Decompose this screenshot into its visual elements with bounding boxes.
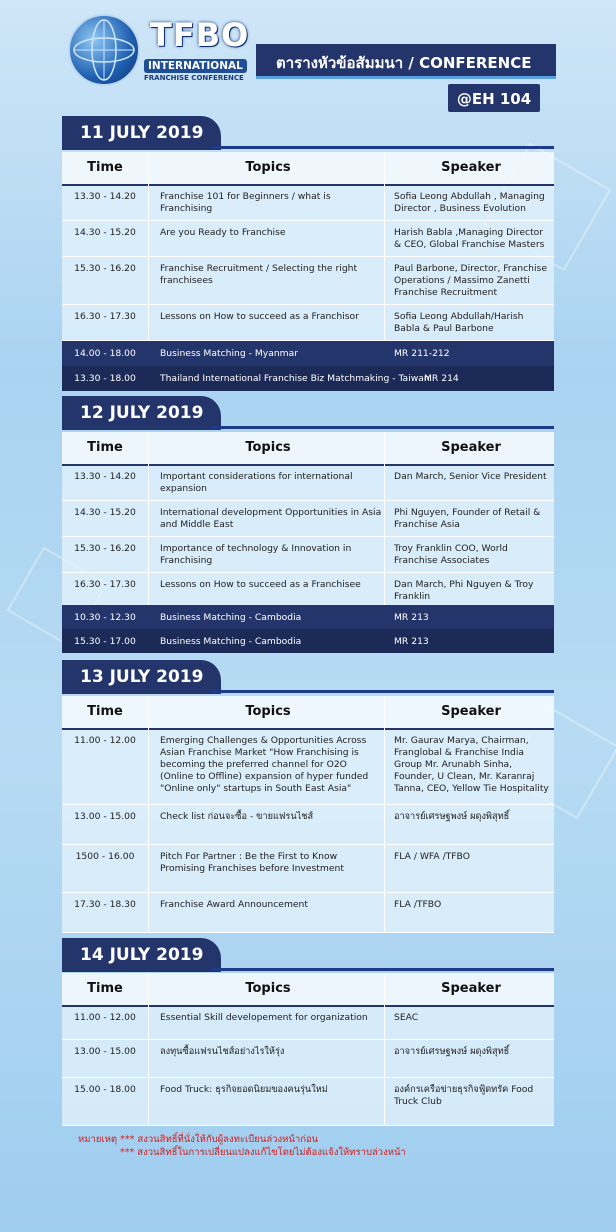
- table-row: [62, 572, 554, 609]
- day-header: [62, 116, 554, 150]
- row-topic: Essential Skill developement for organization: [160, 1012, 368, 1023]
- row-time: 13.00 - 15.00: [74, 811, 136, 822]
- matching-time: 10.30 - 12.30: [74, 612, 136, 623]
- row-time: 14.30 - 15.20: [74, 507, 136, 518]
- speaker-header: Speaker: [441, 440, 501, 455]
- divider: [212, 968, 554, 971]
- row-speaker: FLA /TFBO: [394, 899, 442, 910]
- row-time: 13.30 - 14.20: [74, 471, 136, 482]
- row-speaker: FLA / WFA /TFBO: [394, 851, 470, 862]
- divider: [212, 146, 554, 149]
- row-topic: Franchise Recruitment / Selecting the right franchisees: [160, 263, 358, 286]
- day-header: [62, 938, 554, 972]
- row-speaker: SEAC: [394, 1012, 419, 1023]
- row-speaker: อาจารย์เศรษฐพงษ์ ผดุงพิสุทธิ์: [394, 811, 510, 822]
- note-line-2: *** สงวนสิทธิ์ในการเปลี่ยนแปลงแก้ไขโดยไม่ต้องแจ้งให้ทราบล่วงหน้า: [120, 1147, 406, 1158]
- row-speaker: Mr. Gaurav Marya, Chairman, Franglobal & Franchise India Group Mr. Arunabh Sinha, Founder, U Clean, Mr. Karanraj Tanna, CEO, Yellow Tie Hospitality: [394, 735, 549, 794]
- row-time: 14.30 - 15.20: [74, 227, 136, 238]
- matching-time: 15.30 - 17.00: [74, 636, 136, 647]
- day-title: 13 JULY 2019: [62, 660, 221, 694]
- table-row: [62, 728, 554, 805]
- logo-subtitle: INTERNATIONAL: [144, 59, 247, 73]
- row-time: 1500 - 16.00: [75, 851, 135, 862]
- row-topic: Lessons on How to succeed as a Franchisor: [160, 311, 359, 322]
- row-topic: Franchise Award Announcement: [160, 899, 308, 910]
- speaker-header: Speaker: [441, 160, 501, 175]
- row-topic: Food Truck: ธุรกิจยอดนิยมของคนรุ่นใหม่: [160, 1084, 328, 1095]
- table-row: [62, 1077, 554, 1126]
- business-matching-row: [62, 605, 554, 629]
- business-matching-row: [62, 366, 554, 391]
- row-time: 11.00 - 12.00: [74, 735, 136, 746]
- row-speaker: Dan March, Senior Vice President: [394, 471, 547, 482]
- speaker-header: Speaker: [441, 704, 501, 719]
- table-row: [62, 220, 554, 257]
- title-banner: [256, 44, 556, 79]
- row-time: 17.30 - 18.30: [74, 899, 136, 910]
- topics-header: Topics: [245, 704, 291, 719]
- day-title: 11 JULY 2019: [62, 116, 221, 150]
- row-time: 11.00 - 12.00: [74, 1012, 136, 1023]
- matching-room: MR 211-212: [394, 348, 450, 359]
- row-topic: Lessons on How to succeed as a Franchisee: [160, 579, 361, 590]
- day-header: [62, 660, 554, 694]
- row-topic: Importance of technology & Innovation in Franchising: [160, 543, 352, 566]
- row-speaker: Dan March, Phi Nguyen & Troy Franklin: [394, 579, 534, 602]
- matching-room: MR 214: [424, 373, 459, 384]
- table-row: [62, 500, 554, 537]
- row-speaker: อาจารย์เศรษฐพงษ์ ผดุงพิสุทธิ์: [394, 1046, 510, 1057]
- row-speaker: องค์กรเครือข่ายธุรกิจฟู้ดทรัค Food Truck Club: [394, 1084, 534, 1107]
- row-time: 16.30 - 17.30: [74, 579, 136, 590]
- time-header: Time: [87, 160, 123, 175]
- page-title: ตารางหัวข้อสัมมนา / CONFERENCE: [276, 54, 532, 72]
- table-row: [62, 184, 554, 221]
- matching-time: 13.30 - 18.00: [74, 373, 136, 384]
- day-header: [62, 396, 554, 430]
- matching-room: MR 213: [394, 612, 429, 623]
- table-row: [62, 1039, 554, 1078]
- divider: [212, 690, 554, 693]
- tfbo-logo: [68, 14, 248, 84]
- row-topic: ลงทุนซื้อแฟรนไชส์อย่างไรให้รุ่ง: [160, 1046, 285, 1057]
- matching-topic: Business Matching - Cambodia: [160, 636, 302, 647]
- logo-title: TFBO: [150, 16, 250, 54]
- schedule-table: [62, 696, 554, 932]
- row-topic: Emerging Challenges & Opportunities Across Asian Franchise Market "How Franchising is becoming the preferred channel for O2O (Online to Offline) expansion of hyper funded "Online only" startups in South East Asia": [160, 735, 369, 794]
- day-title: 14 JULY 2019: [62, 938, 221, 972]
- row-speaker: Troy Franklin COO, World Franchise Associates: [394, 543, 508, 566]
- row-topic: Are you Ready to Franchise: [160, 227, 286, 238]
- row-topic: International development Opportunities in Asia and Middle East: [160, 507, 382, 530]
- topics-header: Topics: [245, 981, 291, 996]
- table-row: [62, 1005, 554, 1040]
- business-matching-row: [62, 629, 554, 653]
- matching-topic: Thailand International Franchise Biz Matchmaking - Taiwan: [160, 373, 430, 384]
- row-topic: Pitch For Partner : Be the First to Know Promising Franchises before Investment: [160, 851, 344, 874]
- row-speaker: Sofia Leong Abdullah/Harish Babla & Paul Barbone: [394, 311, 524, 334]
- topics-header: Topics: [245, 160, 291, 175]
- row-time: 13.30 - 14.20: [74, 191, 136, 202]
- globe-icon: [68, 14, 140, 86]
- logo-tagline: FRANCHISE CONFERENCE: [144, 74, 244, 82]
- matching-time: 14.00 - 18.00: [74, 348, 136, 359]
- schedule-table: [62, 973, 554, 1125]
- matching-room: MR 213: [394, 636, 429, 647]
- row-time: 13.00 - 15.00: [74, 1046, 136, 1057]
- row-topic: Important considerations for international expansion: [160, 471, 353, 494]
- note-line-1: หมายเหตุ *** สงวนสิทธิ์ที่นั่งให้กับผู้ลงทะเบียนล่วงหน้าก่อน: [78, 1134, 319, 1145]
- table-header: [62, 432, 554, 466]
- row-topic: Franchise 101 for Beginners / what is Franchising: [160, 191, 331, 214]
- topics-header: Topics: [245, 440, 291, 455]
- table-row: [62, 304, 554, 341]
- table-row: [62, 804, 554, 845]
- table-row: [62, 892, 554, 933]
- table-row: [62, 256, 554, 305]
- business-matching-row: [62, 341, 554, 366]
- table-header: [62, 696, 554, 730]
- time-header: Time: [87, 440, 123, 455]
- time-header: Time: [87, 704, 123, 719]
- schedule-table: [62, 152, 554, 340]
- time-header: Time: [87, 981, 123, 996]
- speaker-header: Speaker: [441, 981, 501, 996]
- table-row: [62, 536, 554, 573]
- table-header: [62, 973, 554, 1007]
- table-header: [62, 152, 554, 186]
- matching-topic: Business Matching - Myanmar: [160, 348, 299, 359]
- day-title: 12 JULY 2019: [62, 396, 221, 430]
- row-time: 16.30 - 17.30: [74, 311, 136, 322]
- table-row: [62, 844, 554, 893]
- row-speaker: Phi Nguyen, Founder of Retail & Franchise Asia: [394, 507, 541, 530]
- row-time: 15.00 - 18.00: [74, 1084, 136, 1095]
- row-speaker: Paul Barbone, Director, Franchise Operations / Massimo Zanetti Franchise Recruitment: [394, 263, 547, 298]
- row-speaker: Sofia Leong Abdullah , Managing Director , Business Evolution: [394, 191, 545, 214]
- row-speaker: Harish Babla ,Managing Director & CEO, Global Franchise Masters: [394, 227, 545, 250]
- matching-topic: Business Matching - Cambodia: [160, 612, 302, 623]
- room-badge: [448, 84, 540, 112]
- schedule-table: [62, 432, 554, 608]
- row-time: 15.30 - 16.20: [74, 263, 136, 274]
- room-label: @EH 104: [456, 90, 532, 108]
- table-row: [62, 464, 554, 501]
- row-topic: Check list ก่อนจะซื้อ - ขายแฟรนไชส์: [160, 811, 314, 822]
- divider: [212, 426, 554, 429]
- row-time: 15.30 - 16.20: [74, 543, 136, 554]
